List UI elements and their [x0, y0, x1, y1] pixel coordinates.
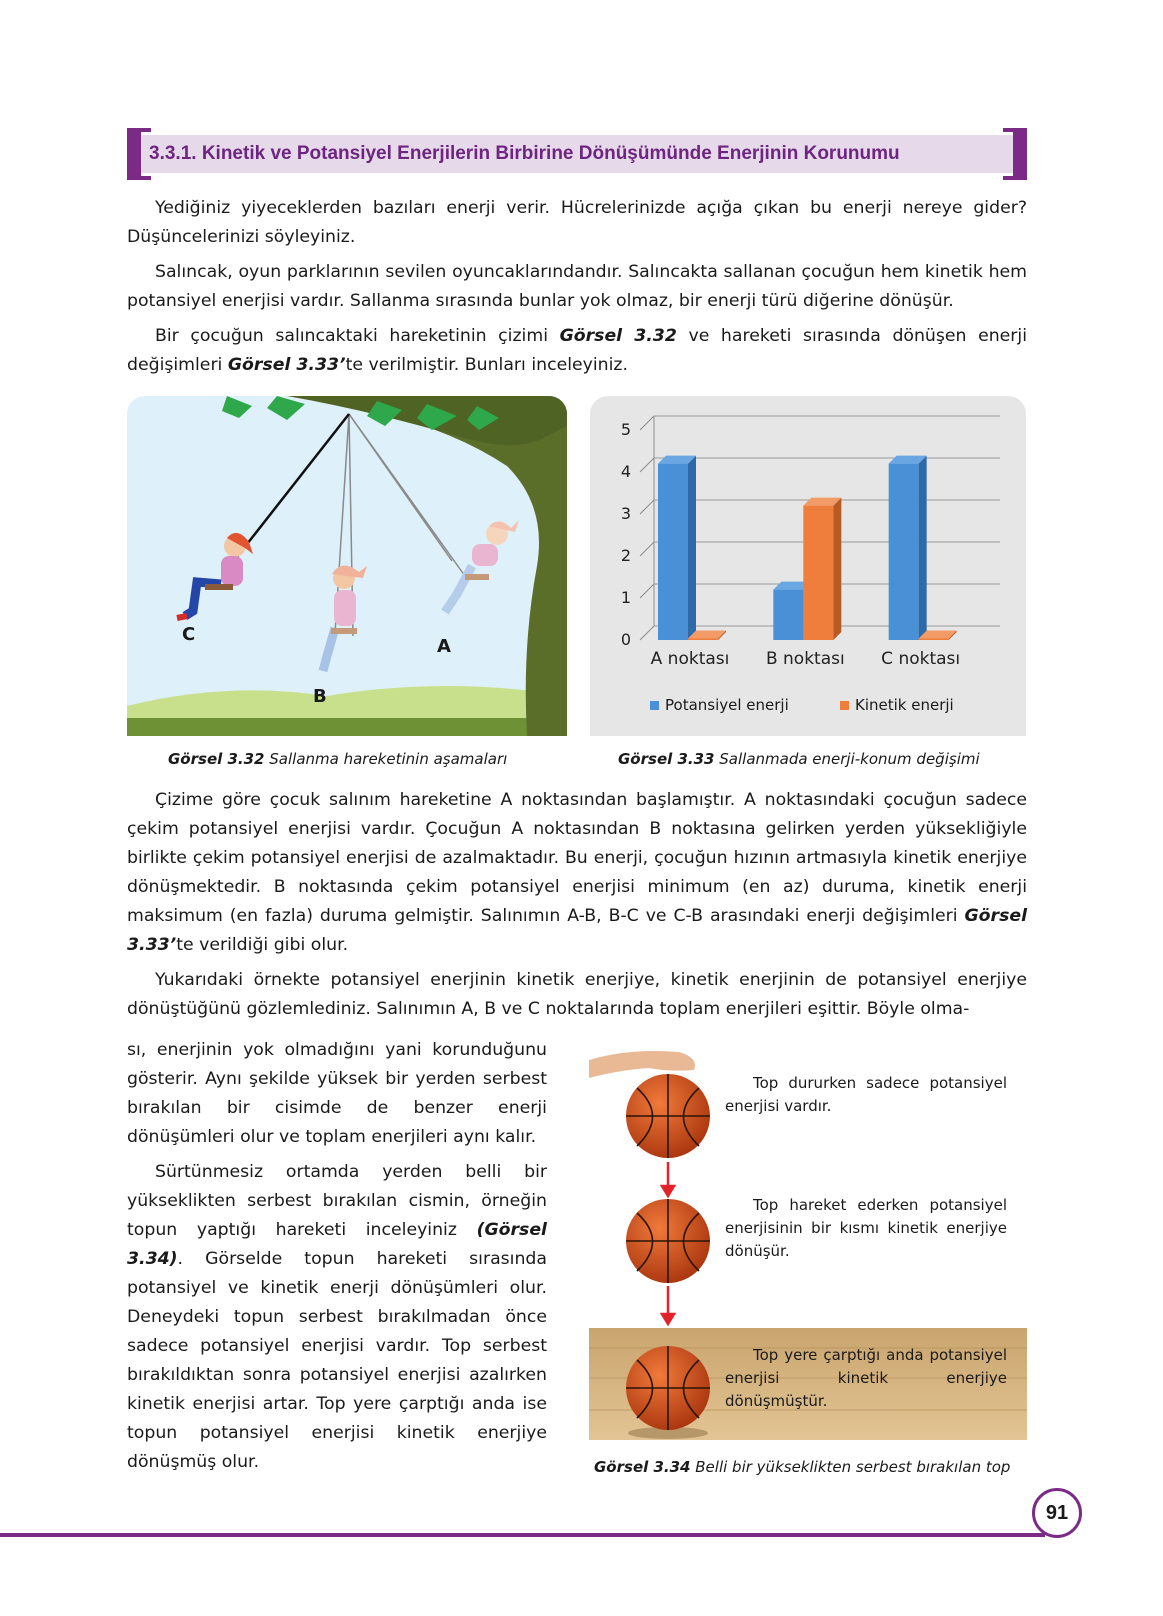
- figure-ref-3-33: Görsel 3.33’: [227, 355, 346, 375]
- section-title: 3.3.1. Kinetik ve Potansiyel Enerjilerin Birbirine Dönüşümünde Enerjinin Korunumu: [149, 143, 900, 164]
- figure-ref-3-32: Görsel 3.32: [559, 326, 677, 346]
- bar-potansiyel-1: [773, 590, 803, 640]
- caption-3-34-ref: Görsel 3.34: [594, 1458, 691, 1476]
- grid-diagonal: [640, 542, 654, 556]
- caption-3-32-ref: Görsel 3.32: [168, 750, 265, 768]
- chart-legend-kinetic: [840, 696, 954, 714]
- ball-note-2: Top hareket ederken potansiyel enerjisinin bir kısmı kinetik enerjiye dönüşür.: [725, 1196, 1007, 1260]
- caption-3-34-text: Belli bir yükseklikten serbest bırakılan top: [690, 1458, 1011, 1476]
- point-label-c: C: [182, 624, 196, 645]
- energy-chart: [590, 396, 1026, 736]
- legend-swatch-potential: [650, 701, 659, 710]
- y-tick-label: 4: [620, 462, 632, 481]
- figure-ref-3-33-b: Görsel 3.33’: [127, 906, 1027, 955]
- grid-diagonal: [640, 500, 654, 514]
- legend-swatch-kinetic: [840, 701, 849, 710]
- bar-kinetik-0: [688, 639, 718, 641]
- bar-side: [919, 456, 927, 640]
- hand: [589, 1051, 695, 1078]
- intro-p3-text-c: te verilmiştir. Bunları inceleyiniz.: [345, 355, 628, 375]
- bar-kinetik-1: [803, 506, 833, 640]
- body-paragraph-5: Yukarıdaki örnekte potansiyel enerjinin kinetik enerjiye, kinetik enerjinin de potansiyel enerjiye dönüştüğünü gözlemlediniz. Salınımın A, B ve C noktalarında toplam enerjileri eşittir. Böyle olma-: [127, 970, 1027, 1019]
- chart-svg: [590, 396, 1026, 736]
- caption-3-34: [594, 1458, 1010, 1476]
- body-paragraph-6: [127, 1158, 547, 1477]
- bar-side: [833, 498, 841, 640]
- intro-text: [127, 194, 1027, 380]
- body-text-top: [127, 786, 1027, 1024]
- swing-drawing: [127, 396, 567, 736]
- y-tick-label: 0: [620, 630, 632, 649]
- body-p6-text-a: Sürtünmesiz ortamda yerden belli bir yükseklikten serbest bırakılan cismin, örneğin topun yaptığı hareketi inceleyiniz: [127, 1162, 547, 1240]
- grid-diagonal: [640, 458, 654, 472]
- section-header: [127, 128, 1027, 180]
- body-p6-text-b: . Görselde topun hareketi sırasında potansiyel ve kinetik enerji dönüşümleri olur. Deneydeki topun serbest bırakılmadan önce sadece potansiyel enerjisi vardır. Top serbest bırakıldıktan sonra potansiyel enerjisi azalırken kinetik enerjisi artar. Top yere çarptığı anda ise topun potansiyel enerjisi kinetik enerjiye dönüşmüş olur.: [127, 1249, 547, 1472]
- grid-diagonal: [640, 626, 654, 640]
- swing-illustration: [127, 396, 567, 736]
- point-label-b: B: [313, 686, 327, 707]
- x-category-label: A noktası: [650, 649, 730, 669]
- legend-label-potential: Potansiyel enerji: [665, 696, 789, 714]
- intro-paragraph-1: Yediğiniz yiyeceklerden bazıları enerji verir. Hücrelerinizde açığa çıkan bu enerji nereye gider? Düşüncelerinizi söyleyiniz.: [127, 198, 1027, 247]
- y-tick-label: 3: [620, 504, 632, 523]
- grid-diagonal: [640, 416, 654, 430]
- header-bracket-right: [1013, 128, 1027, 180]
- intro-p3-text-a: Bir çocuğun salıncaktaki hareketinin çizimi: [155, 326, 560, 346]
- grid-diagonal: [640, 584, 654, 598]
- bar-side: [688, 456, 696, 640]
- caption-3-32-text: Sallanma hareketinin aşamaları: [264, 750, 508, 768]
- body-paragraph-5-continued: sı, enerjinin yok olmadığını yani korunduğunu gösterir. Aynı şekilde yüksek bir yerden serbest bırakılan bir cisimde de benzer enerji dönüşümleri olur ve toplam enerjileri aynı kalır.: [127, 1040, 547, 1147]
- ball-drop-illustration: [589, 1048, 1027, 1440]
- body-p4-text-b: te verildiği gibi olur.: [176, 935, 349, 955]
- header-bracket-left: [127, 128, 141, 180]
- intro-paragraph-2: Salıncak, oyun parklarının sevilen oyuncaklarındandır. Salıncakta sallanan çocuğun hem kinetik hem potansiyel enerjisi vardır. Sallanma sırasında bunlar yok olmaz, bir enerji türü diğerine dönüşür.: [127, 262, 1027, 311]
- x-category-label: C noktası: [881, 649, 961, 669]
- ground-strip: [127, 718, 567, 736]
- legend-label-kinetic: Kinetik enerji: [855, 696, 954, 714]
- caption-3-33: [618, 750, 980, 768]
- y-tick-label: 2: [620, 546, 632, 565]
- point-label-a: A: [437, 636, 451, 657]
- x-category-label: B noktası: [765, 649, 845, 669]
- ball-note-3: Top yere çarptığı anda potansiyel enerjisi kinetik enerjiye dönüşmüştür.: [725, 1346, 1007, 1410]
- bar-potansiyel-0: [658, 464, 688, 640]
- footer-line: [0, 1533, 1045, 1537]
- caption-3-32: [168, 750, 507, 768]
- body-text-left-column: [127, 1036, 547, 1477]
- body-p4-text-a: Çizime göre çocuk salınım hareketine A noktasından başlamıştır. A noktasındaki çocuğun sadece çekim potansiyel enerjisi vardır. Çocuğun A noktasından B noktasına gelirken yerden yüksekliğiyle birlikte çekim potansiyel enerjisi de azalmaktadır. Bu enerji, çocuğun hızının artmasıyla kinetik enerjiye dönüşmektedir. B noktasında çekim potansiyel enerjisi minimum (en az) duruma, kinetik enerji maksimum (en fazla) duruma gelmiştir. Salınımın A-B, B-C ve C-B arasındaki enerji değişimleri: [127, 790, 1027, 926]
- ball-note-1: Top dururken sadece potansiyel enerjisi vardır.: [725, 1074, 1007, 1115]
- page-number: 91: [1032, 1488, 1082, 1538]
- intro-paragraph-3: [127, 322, 1027, 380]
- ball-top: [626, 1074, 710, 1158]
- intro-p3-text-b: ve hareketi sırasında dönüşen enerji değişimleri: [127, 326, 1027, 375]
- body-paragraph-4: [127, 786, 1027, 960]
- caption-3-33-text: Sallanmada enerji-konum değişimi: [714, 750, 980, 768]
- bar-potansiyel-2: [889, 464, 919, 640]
- bar-kinetik-2: [919, 639, 949, 641]
- y-tick-label: 1: [620, 588, 632, 607]
- ball-middle: [626, 1199, 710, 1283]
- chart-legend-potential: [650, 696, 789, 714]
- figure-ref-3-34: (Görsel 3.34): [127, 1220, 547, 1269]
- y-tick-label: 5: [620, 420, 632, 439]
- caption-3-33-ref: Görsel 3.33: [618, 750, 715, 768]
